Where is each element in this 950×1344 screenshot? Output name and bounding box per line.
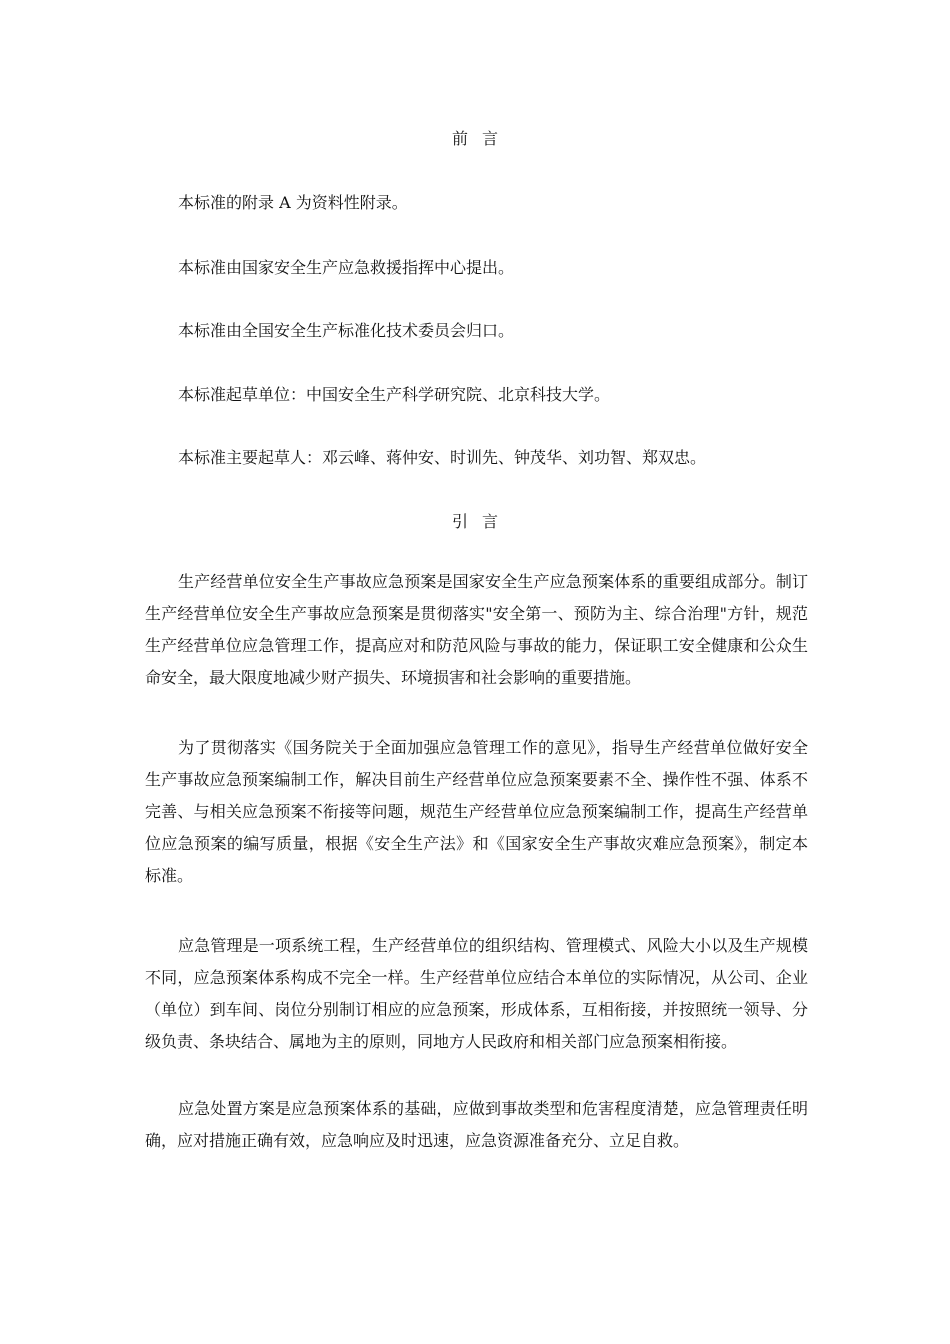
introduction-paragraph-3: 应急管理是一项系统工程，生产经营单位的组织结构、管理模式、风险大小以及生产规模不同，应急预案体系构成不完全一样。生产经营单位应结合本单位的实际情况，从公司、企业（单位）到车间、岗位分别制订相应的应急预案，形成体系，互相衔接，并按照统一领导、分级负责、条块结合、属地为主的原则，同地方人民政府和相关部门应急预案相衔接。 [145,936,808,1051]
introduction-paragraph-4: 应急处置方案是应急预案体系的基础，应做到事故类型和危害程度清楚，应急管理责任明确，应对措施正确有效，应急响应及时迅速，应急资源准备充分、立足自救。 [145,1099,808,1150]
foreword-line-drafting-units: 本标准起草单位：中国安全生产科学研究院、北京科技大学。 [178,385,611,404]
foreword-line-drafters: 本标准主要起草人：邓云峰、蒋仲安、时训先、钟茂华、刘功智、郑双忠。 [178,448,707,467]
foreword-title: 前言 [451,129,512,148]
introduction-paragraph-1: 生产经营单位安全生产事故应急预案是国家安全生产应急预案体系的重要组成部分。制订生产经营单位安全生产事故应急预案是贯彻落实"安全第一、预防为主、综合治理"方针，规范生产经营单位应急管理工作，提高应对和防范风险与事故的能力，保证职工安全健康和公众生命安全，最大限度地减少财产损失、环境损害和社会影响的重要措施。 [145,572,808,687]
foreword-line-appendix: 本标准的附录 A 为资料性附录。 [178,193,408,212]
foreword-line-proposer: 本标准由国家安全生产应急救援指挥中心提出。 [178,258,515,277]
foreword-line-committee: 本标准由全国安全生产标准化技术委员会归口。 [178,321,515,340]
introduction-paragraph-2: 为了贯彻落实《国务院关于全面加强应急管理工作的意见》，指导生产经营单位做好安全生产事故应急预案编制工作，解决目前生产经营单位应急预案要素不全、操作性不强、体系不完善、与相关应急预案不衔接等问题，规范生产经营单位应急预案编制工作，提高生产经营单位应急预案的编写质量，根据《安全生产法》和《国家安全生产事故灾难应急预案》，制定本标准。 [145,738,808,885]
introduction-title: 引言 [451,512,512,531]
